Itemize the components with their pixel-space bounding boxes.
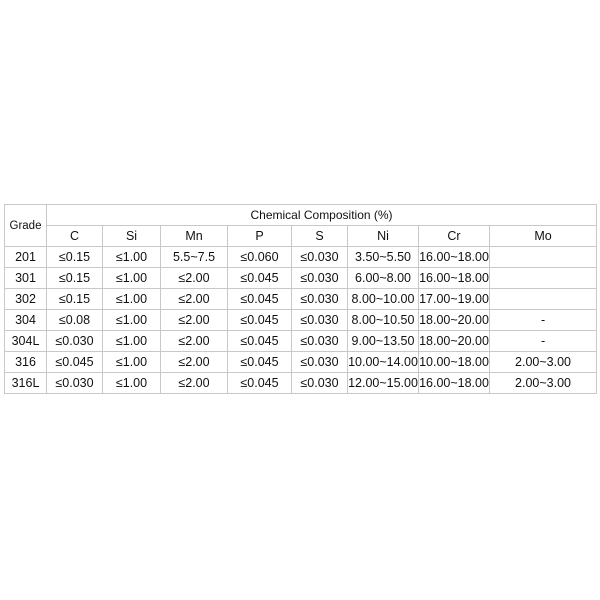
ni-value-cell: 10.00~14.00 (348, 352, 419, 373)
s-value-cell: ≤0.030 (292, 289, 348, 310)
mn-value-cell: ≤2.00 (161, 352, 228, 373)
c-value-cell: ≤0.08 (47, 310, 103, 331)
ni-value-cell: 8.00~10.00 (348, 289, 419, 310)
s-value-cell: ≤0.030 (292, 373, 348, 394)
cr-value-cell: 16.00~18.00 (419, 247, 490, 268)
column-header-p: P (228, 226, 292, 247)
p-value-cell: ≤0.060 (228, 247, 292, 268)
si-value-cell: ≤1.00 (103, 247, 161, 268)
ni-value-cell: 8.00~10.50 (348, 310, 419, 331)
column-header-s: S (292, 226, 348, 247)
si-value-cell: ≤1.00 (103, 331, 161, 352)
chemical-composition-caption: Chemical Composition (%) (47, 205, 597, 226)
column-header-cr: Cr (419, 226, 490, 247)
grade-cell: 316L (5, 373, 47, 394)
ni-value-cell: 12.00~15.00 (348, 373, 419, 394)
p-value-cell: ≤0.045 (228, 352, 292, 373)
s-value-cell: ≤0.030 (292, 247, 348, 268)
c-value-cell: ≤0.15 (47, 268, 103, 289)
mo-value-cell: - (490, 331, 597, 352)
p-value-cell: ≤0.045 (228, 289, 292, 310)
ni-value-cell: 6.00~8.00 (348, 268, 419, 289)
mn-value-cell: ≤2.00 (161, 331, 228, 352)
ni-value-cell: 3.50~5.50 (348, 247, 419, 268)
si-value-cell: ≤1.00 (103, 268, 161, 289)
mo-value-cell (490, 289, 597, 310)
c-value-cell: ≤0.030 (47, 331, 103, 352)
element-header-row (5, 226, 597, 247)
s-value-cell: ≤0.030 (292, 310, 348, 331)
mo-value-cell: - (490, 310, 597, 331)
c-value-cell: ≤0.045 (47, 352, 103, 373)
grade-cell: 304L (5, 331, 47, 352)
mn-value-cell: ≤2.00 (161, 289, 228, 310)
column-header-mn: Mn (161, 226, 228, 247)
si-value-cell: ≤1.00 (103, 289, 161, 310)
si-value-cell: ≤1.00 (103, 373, 161, 394)
table-row (5, 310, 597, 331)
mo-value-cell (490, 247, 597, 268)
column-header-ni: Ni (348, 226, 419, 247)
mn-value-cell: ≤2.00 (161, 310, 228, 331)
mo-value-cell (490, 268, 597, 289)
mn-value-cell: 5.5~7.5 (161, 247, 228, 268)
cr-value-cell: 17.00~19.00 (419, 289, 490, 310)
table-row (5, 247, 597, 268)
table-row (5, 373, 597, 394)
p-value-cell: ≤0.045 (228, 373, 292, 394)
c-value-cell: ≤0.15 (47, 289, 103, 310)
p-value-cell: ≤0.045 (228, 331, 292, 352)
cr-value-cell: 18.00~20.00 (419, 310, 490, 331)
table-header-row (5, 205, 597, 226)
composition-table-container (4, 204, 596, 394)
grade-column-header: Grade (5, 205, 47, 247)
mn-value-cell: ≤2.00 (161, 268, 228, 289)
grade-cell: 302 (5, 289, 47, 310)
p-value-cell: ≤0.045 (228, 310, 292, 331)
cr-value-cell: 16.00~18.00 (419, 268, 490, 289)
grade-cell: 201 (5, 247, 47, 268)
table-row (5, 331, 597, 352)
chemical-composition-table (4, 204, 597, 394)
c-value-cell: ≤0.030 (47, 373, 103, 394)
mn-value-cell: ≤2.00 (161, 373, 228, 394)
p-value-cell: ≤0.045 (228, 268, 292, 289)
cr-value-cell: 16.00~18.00 (419, 373, 490, 394)
grade-cell: 304 (5, 310, 47, 331)
s-value-cell: ≤0.030 (292, 268, 348, 289)
si-value-cell: ≤1.00 (103, 352, 161, 373)
column-header-c: C (47, 226, 103, 247)
grade-cell: 316 (5, 352, 47, 373)
table-row (5, 352, 597, 373)
c-value-cell: ≤0.15 (47, 247, 103, 268)
mo-value-cell: 2.00~3.00 (490, 352, 597, 373)
column-header-si: Si (103, 226, 161, 247)
ni-value-cell: 9.00~13.50 (348, 331, 419, 352)
cr-value-cell: 10.00~18.00 (419, 352, 490, 373)
table-row (5, 289, 597, 310)
grade-cell: 301 (5, 268, 47, 289)
column-header-mo: Mo (490, 226, 597, 247)
table-row (5, 268, 597, 289)
s-value-cell: ≤0.030 (292, 331, 348, 352)
s-value-cell: ≤0.030 (292, 352, 348, 373)
cr-value-cell: 18.00~20.00 (419, 331, 490, 352)
si-value-cell: ≤1.00 (103, 310, 161, 331)
mo-value-cell: 2.00~3.00 (490, 373, 597, 394)
